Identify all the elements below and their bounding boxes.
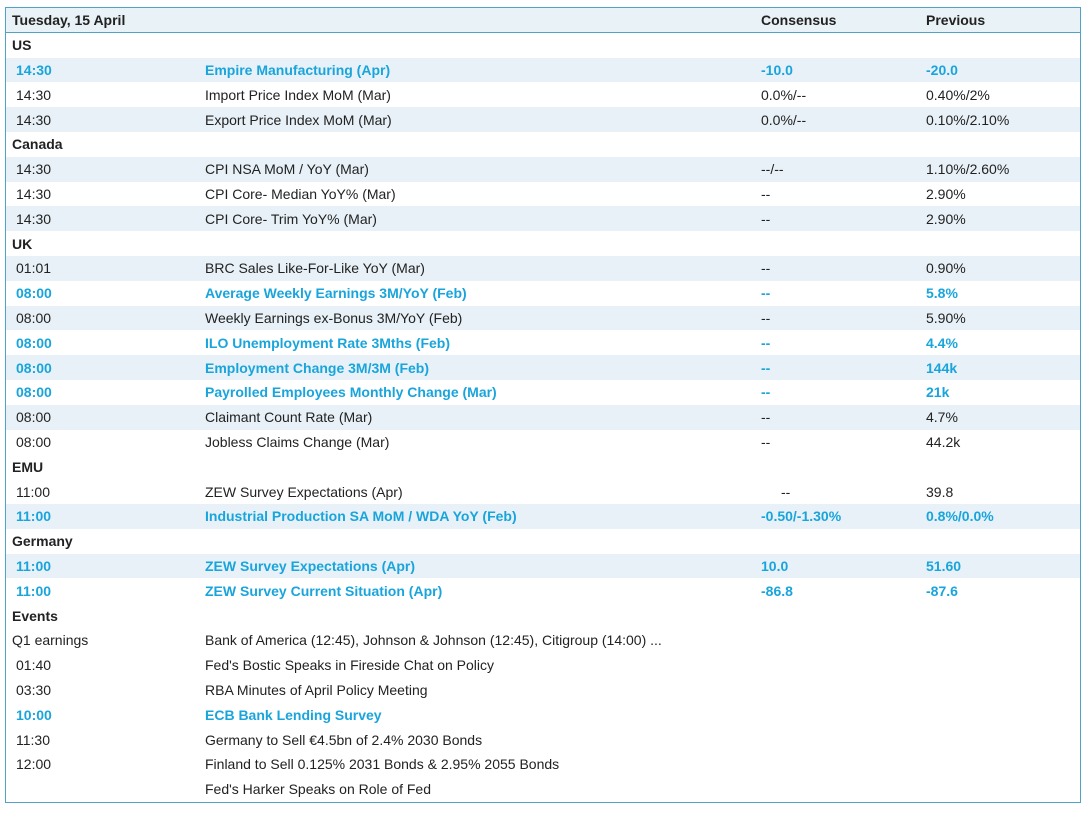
section-title: UK xyxy=(6,231,1080,256)
consensus-value xyxy=(755,727,920,752)
table-row xyxy=(6,653,1080,678)
event-name: Employment Change 3M/3M (Feb) xyxy=(199,355,755,380)
table-row xyxy=(6,355,1080,380)
previous-value: 4.7% xyxy=(920,405,1080,430)
consensus-value: -- xyxy=(761,384,771,401)
previous-value: 144k xyxy=(920,355,1080,380)
consensus-value: -- xyxy=(755,405,920,430)
table-row xyxy=(6,628,1080,653)
table-row xyxy=(6,281,1080,306)
event-time: 14:30 xyxy=(16,86,52,103)
consensus-value xyxy=(755,777,920,802)
section-row xyxy=(6,33,1080,58)
event-name: ZEW Survey Expectations (Apr) xyxy=(199,554,755,579)
section-row xyxy=(6,132,1080,157)
section-row xyxy=(6,529,1080,554)
consensus-value: -- xyxy=(761,334,771,351)
event-name: Empire Manufacturing (Apr) xyxy=(199,58,755,83)
event-time: 08:00 xyxy=(6,405,199,430)
previous-value xyxy=(920,678,1080,703)
event-name: ZEW Survey Expectations (Apr) xyxy=(205,483,403,500)
event-name: CPI Core- Median YoY% (Mar) xyxy=(205,185,396,202)
previous-value: 5.8% xyxy=(926,285,958,302)
event-name: Fed's Bostic Speaks in Fireside Chat on Policy xyxy=(205,657,495,674)
event-time: 08:00 xyxy=(6,355,199,380)
event-time: 14:30 xyxy=(6,157,199,182)
table-row xyxy=(6,82,1080,107)
event-time: 08:00 xyxy=(16,285,52,302)
previous-value: 1.10%/2.60% xyxy=(920,157,1080,182)
event-time: 08:00 xyxy=(16,433,52,450)
header-date: Tuesday, 15 April xyxy=(6,8,199,33)
previous-value: 5.90% xyxy=(920,306,1080,331)
event-name: BRC Sales Like-For-Like YoY (Mar) xyxy=(199,256,755,281)
event-time xyxy=(6,777,199,802)
table-row xyxy=(6,157,1080,182)
consensus-value xyxy=(755,628,920,653)
consensus-value: -86.8 xyxy=(761,582,793,599)
consensus-value: 0.0%/-- xyxy=(761,86,807,103)
section-row xyxy=(6,603,1080,628)
table-row xyxy=(6,405,1080,430)
event-time: 14:30 xyxy=(16,185,52,202)
event-time: 11:00 xyxy=(16,582,52,599)
consensus-value: -- xyxy=(755,206,920,231)
table-row xyxy=(6,306,1080,331)
table-row xyxy=(6,578,1080,603)
section-title: US xyxy=(6,33,1080,58)
event-time: 10:00 xyxy=(16,706,52,723)
event-time: 12:00 xyxy=(16,756,52,773)
event-name: Jobless Claims Change (Mar) xyxy=(205,433,390,450)
previous-value: 4.4% xyxy=(926,334,958,351)
consensus-value: -- xyxy=(781,483,791,500)
previous-value: -20.0 xyxy=(920,58,1080,83)
event-time: 14:30 xyxy=(6,206,199,231)
previous-value: 44.2k xyxy=(926,433,961,450)
header-event xyxy=(199,8,755,33)
section-title: Events xyxy=(6,603,1080,628)
consensus-value xyxy=(755,752,920,777)
event-name: ZEW Survey Current Situation (Apr) xyxy=(205,582,443,599)
previous-value: 2.90% xyxy=(926,185,966,202)
event-time: 14:30 xyxy=(6,58,199,83)
consensus-value xyxy=(755,653,920,678)
event-name: Import Price Index MoM (Mar) xyxy=(205,86,391,103)
event-name: Weekly Earnings ex-Bonus 3M/YoY (Feb) xyxy=(199,306,755,331)
consensus-value xyxy=(755,678,920,703)
event-name: ILO Unemployment Rate 3Mths (Feb) xyxy=(205,334,451,351)
event-name: Bank of America (12:45), Johnson & Johnson (12:45), Citigroup (14:00) ... xyxy=(205,632,662,649)
event-time: 01:01 xyxy=(6,256,199,281)
consensus-value: 0.0%/-- xyxy=(755,107,920,132)
consensus-value: -- xyxy=(761,285,771,302)
event-time: 14:30 xyxy=(6,107,199,132)
consensus-value: -0.50/-1.30% xyxy=(755,504,920,529)
consensus-value: -- xyxy=(761,185,771,202)
event-name: RBA Minutes of April Policy Meeting xyxy=(205,681,428,698)
header-consensus: Consensus xyxy=(755,8,920,33)
consensus-value: -- xyxy=(755,355,920,380)
event-time: 01:40 xyxy=(16,657,52,674)
table-row xyxy=(6,206,1080,231)
table-row xyxy=(6,504,1080,529)
event-name: Payrolled Employees Monthly Change (Mar) xyxy=(205,384,497,401)
table-row xyxy=(6,330,1080,355)
economic-calendar xyxy=(5,7,1081,803)
section-title: EMU xyxy=(6,454,1080,479)
table-row xyxy=(6,752,1080,777)
event-time: 08:00 xyxy=(16,384,52,401)
table-row xyxy=(6,777,1080,802)
event-name: Finland to Sell 0.125% 2031 Bonds & 2.95% 2055 Bonds xyxy=(205,756,560,773)
event-time: 11:00 xyxy=(16,483,50,500)
previous-value: -87.6 xyxy=(926,582,958,599)
event-time: 11:30 xyxy=(16,731,50,748)
event-name: Claimant Count Rate (Mar) xyxy=(199,405,755,430)
table-row xyxy=(6,107,1080,132)
consensus-value: -- xyxy=(755,256,920,281)
event-time: 08:00 xyxy=(16,334,52,351)
previous-value: 0.8%/0.0% xyxy=(920,504,1080,529)
event-name: CPI NSA MoM / YoY (Mar) xyxy=(199,157,755,182)
event-name: CPI Core- Trim YoY% (Mar) xyxy=(199,206,755,231)
event-time: Q1 earnings xyxy=(12,632,89,649)
table-row xyxy=(6,727,1080,752)
event-name: Industrial Production SA MoM / WDA YoY (Feb) xyxy=(199,504,755,529)
event-time: 11:00 xyxy=(6,554,199,579)
event-time: 08:00 xyxy=(6,306,199,331)
previous-value xyxy=(920,702,1080,727)
consensus-value xyxy=(755,702,920,727)
table-row xyxy=(6,702,1080,727)
section-row xyxy=(6,231,1080,256)
event-name: Average Weekly Earnings 3M/YoY (Feb) xyxy=(205,285,467,302)
header-row xyxy=(6,8,1080,33)
calendar-body xyxy=(6,33,1080,802)
table-row xyxy=(6,678,1080,703)
section-title: Germany xyxy=(6,529,1080,554)
section-title: Canada xyxy=(6,132,1080,157)
event-name: Export Price Index MoM (Mar) xyxy=(199,107,755,132)
event-name: Germany to Sell €4.5bn of 2.4% 2030 Bonds xyxy=(205,731,483,748)
previous-value xyxy=(920,727,1080,752)
consensus-value: -- xyxy=(755,306,920,331)
table-row xyxy=(6,554,1080,579)
event-time: 11:00 xyxy=(6,504,199,529)
section-row xyxy=(6,454,1080,479)
previous-value: 39.8 xyxy=(926,483,954,500)
previous-value: 0.90% xyxy=(920,256,1080,281)
calendar-table xyxy=(6,8,1080,802)
previous-value xyxy=(920,752,1080,777)
table-row xyxy=(6,256,1080,281)
previous-value xyxy=(920,628,1080,653)
event-name: Fed's Harker Speaks on Role of Fed xyxy=(205,781,432,798)
header-previous: Previous xyxy=(920,8,1080,33)
table-row xyxy=(6,182,1080,207)
consensus-value: 10.0 xyxy=(755,554,920,579)
previous-value: 0.10%/2.10% xyxy=(920,107,1080,132)
previous-value: 21k xyxy=(926,384,950,401)
consensus-value: -10.0 xyxy=(755,58,920,83)
previous-value: 51.60 xyxy=(920,554,1080,579)
previous-value: 0.40%/2% xyxy=(926,86,990,103)
event-name: ECB Bank Lending Survey xyxy=(205,706,382,723)
consensus-value: -- xyxy=(761,433,771,450)
consensus-value: --/-- xyxy=(755,157,920,182)
table-row xyxy=(6,58,1080,83)
table-row xyxy=(6,479,1080,504)
event-time: 03:30 xyxy=(16,681,52,698)
table-row xyxy=(6,380,1080,405)
table-row xyxy=(6,430,1080,455)
previous-value xyxy=(920,653,1080,678)
previous-value: 2.90% xyxy=(920,206,1080,231)
previous-value xyxy=(920,777,1080,802)
